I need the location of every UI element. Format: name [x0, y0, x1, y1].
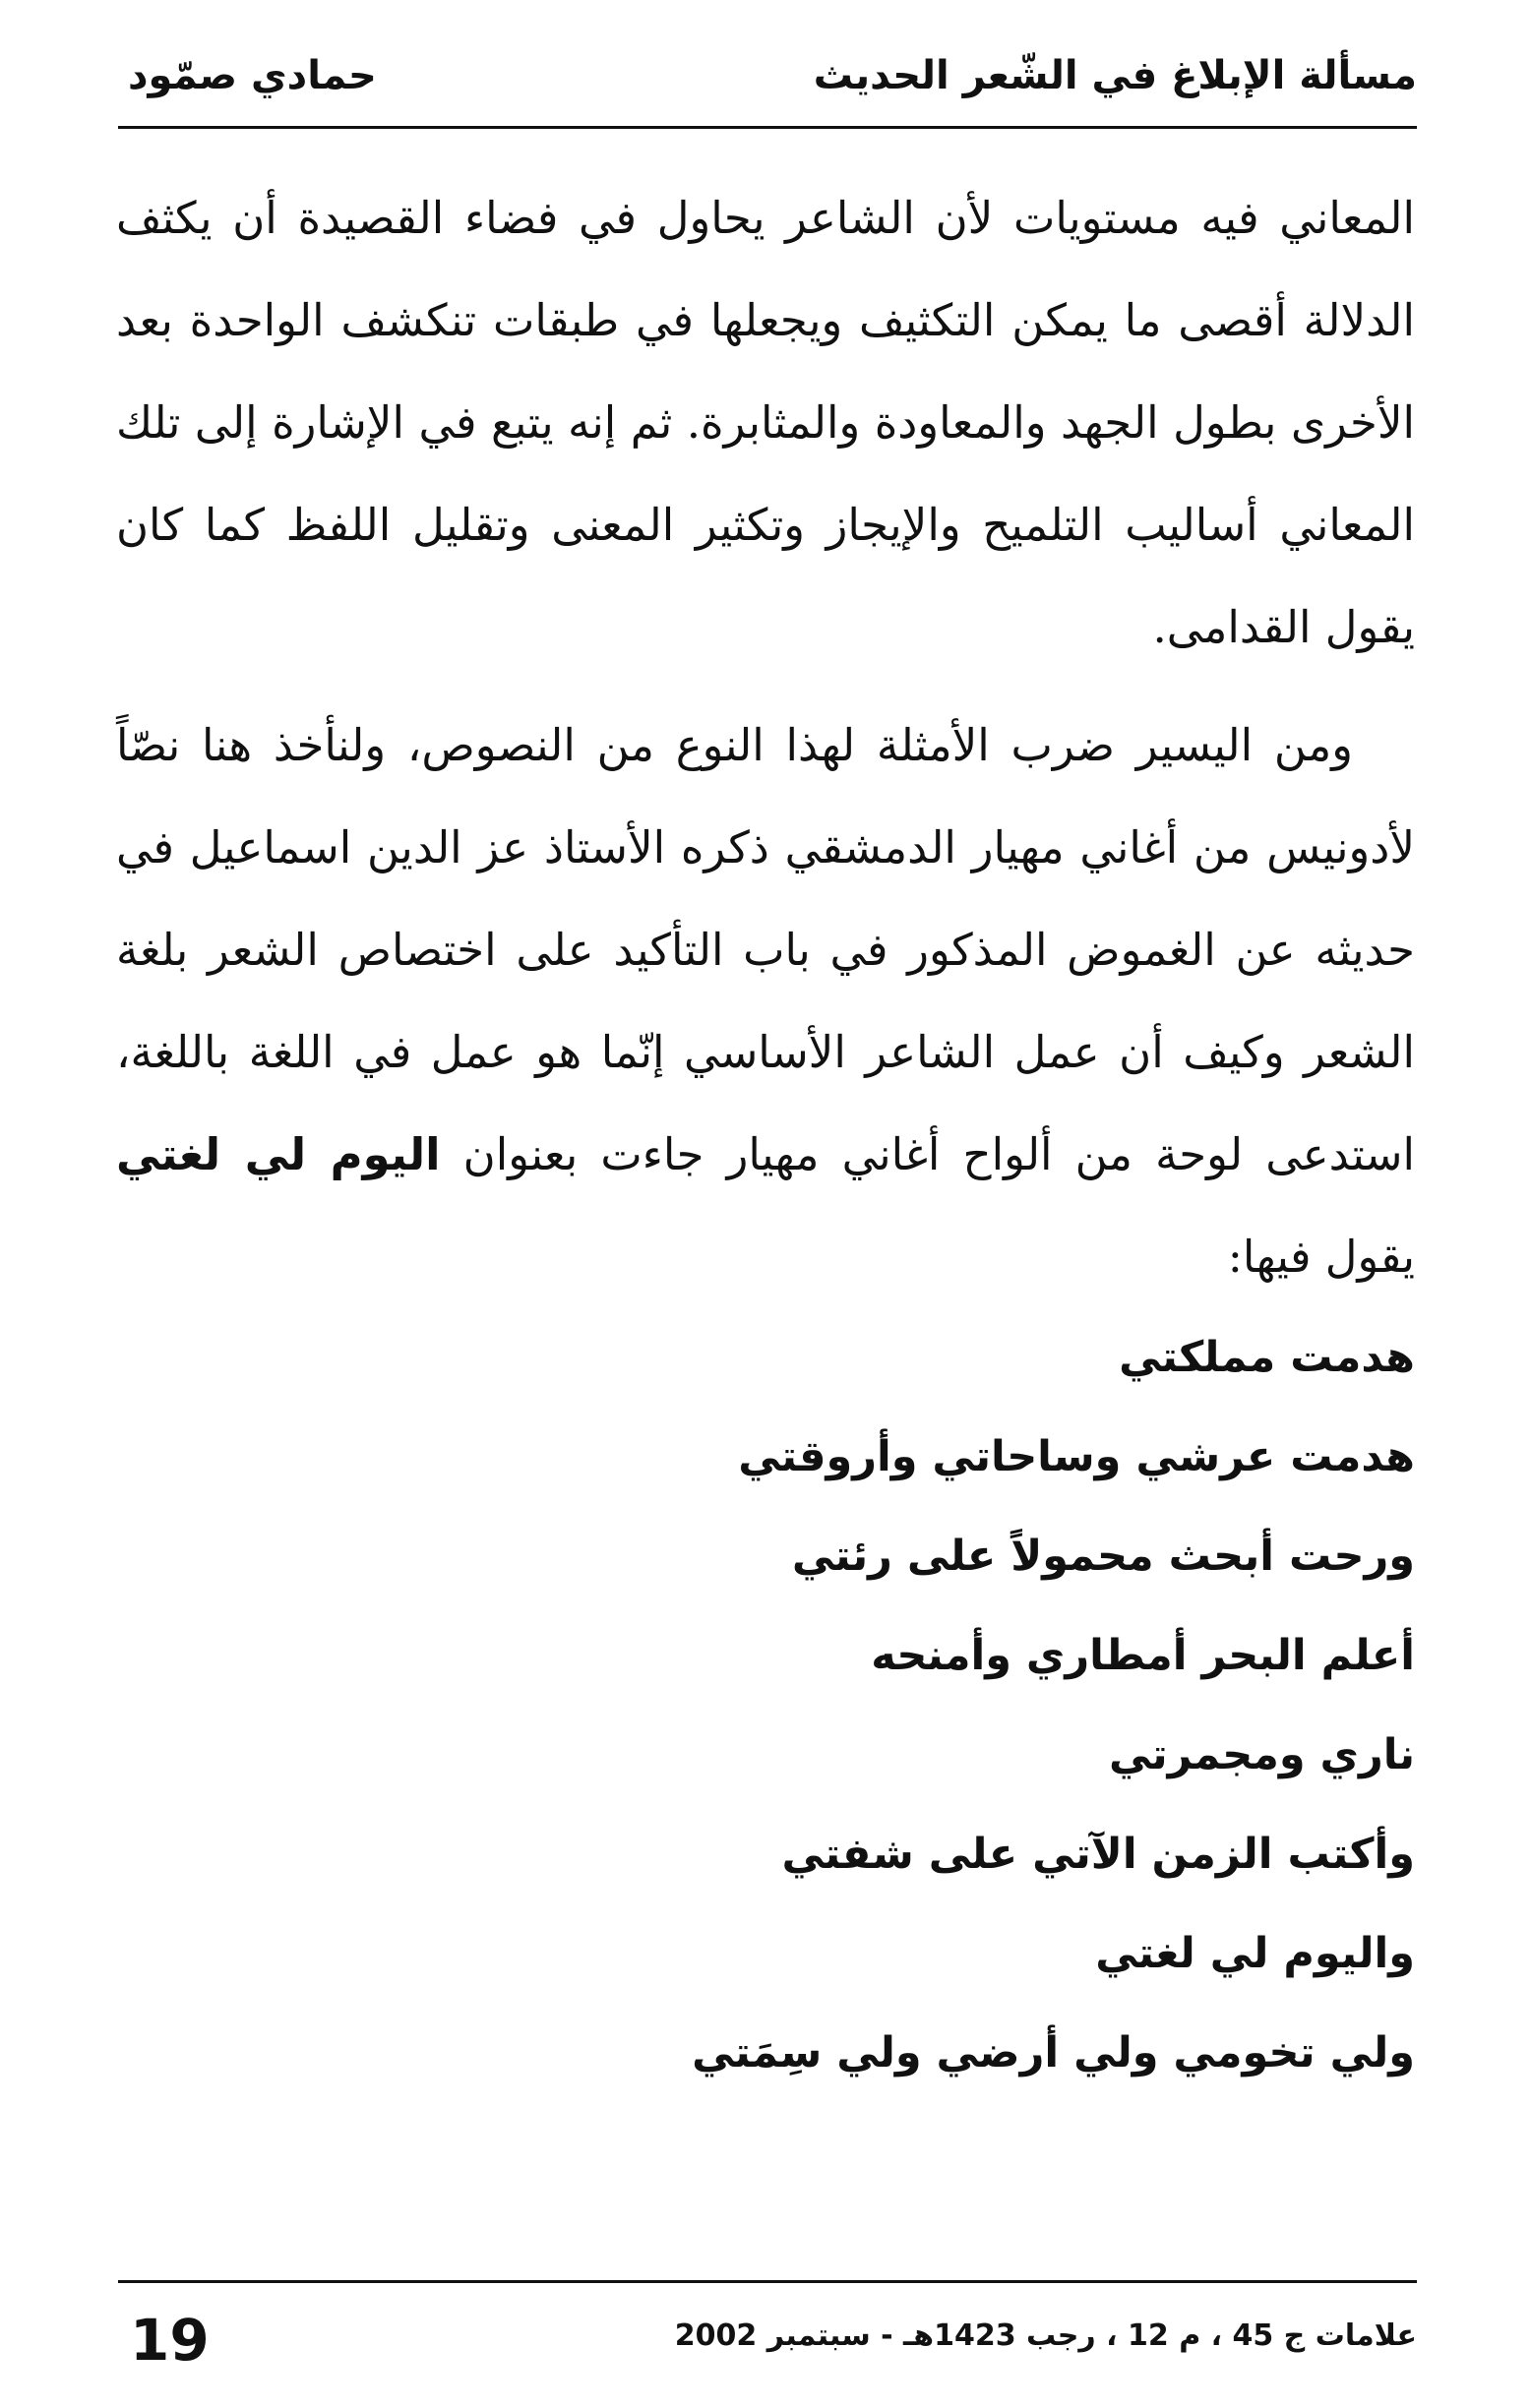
paragraph-2-text-start: ومن اليسير ضرب الأمثلة لهذا النوع من النصوص، ولنأخذ هنا نصّاً لأدونيس من أغاني مهيار الدمشقي ذكره الأستاذ عز الدين اسماعيل في حديثه عن الغموض المذكور في باب التأكيد على اختصاص الشعر بلغة الشعر وكيف أن عمل الشاعر الأساسي إنّما هو عمل في اللغة باللغة، استدعى لوحة من ألواح أغاني مهيار جاءت بعنوان: [116, 719, 1415, 1180]
poem-line: ولي تخومي ولي أرضي ولي سِمَتي: [692, 2028, 1415, 2077]
poem-line: وأكتب الزمن الآتي على شفتي: [781, 1830, 1415, 1879]
journal-citation: علامات ج 45 ، م 12 ، رجب 1423هـ - سبتمبر 2002: [674, 2318, 1417, 2353]
poem-line: هدمت عرشي وساحاتي وأروقتي: [738, 1432, 1415, 1481]
paragraph-1-text: المعاني فيه مستويات لأن الشاعر يحاول في فضاء القصيدة أن يكثف الدلالة أقصى ما يمكن التكثيف ويجعلها في طبقات تنكشف الواحدة بعد الأخرى بطول الجهد والمعاودة والمثابرة. ثم إنه يتبع في الإشارة إلى تلك المعاني أساليب التلميح والإيجاز وتكثير المعنى وتقليل اللفظ كما كان يقول القدامى.: [116, 192, 1415, 653]
paragraph-1: [116, 167, 1415, 679]
running-header: [128, 47, 1417, 116]
paragraph-2-text-end: يقول فيها:: [1227, 1231, 1415, 1283]
poem-line: واليوم لي لغتي: [1095, 1929, 1415, 1978]
poem-line: هدمت مملكتي: [1119, 1333, 1415, 1382]
header-rule: [118, 126, 1417, 129]
poem-title-bold: اليوم لي لغتي: [116, 1128, 441, 1180]
body-text: [116, 167, 1415, 1308]
page-number: 19: [130, 2307, 210, 2374]
author-name: حمادي صمّود: [128, 53, 377, 98]
footer-rule: [118, 2280, 1417, 2283]
poem-line: أعلم البحر أمطاري وأمنحه: [871, 1631, 1415, 1680]
article-title: مسألة الإبلاغ في الشّعر الحديث: [813, 53, 1417, 98]
poem: [116, 1308, 1415, 2103]
poem-line: ورحت أبحث محمولاً على رئتي: [791, 1532, 1415, 1581]
poem-line: ناري ومجمرتي: [1109, 1730, 1415, 1779]
paragraph-2: [116, 694, 1415, 1308]
running-footer: [118, 2307, 1417, 2376]
